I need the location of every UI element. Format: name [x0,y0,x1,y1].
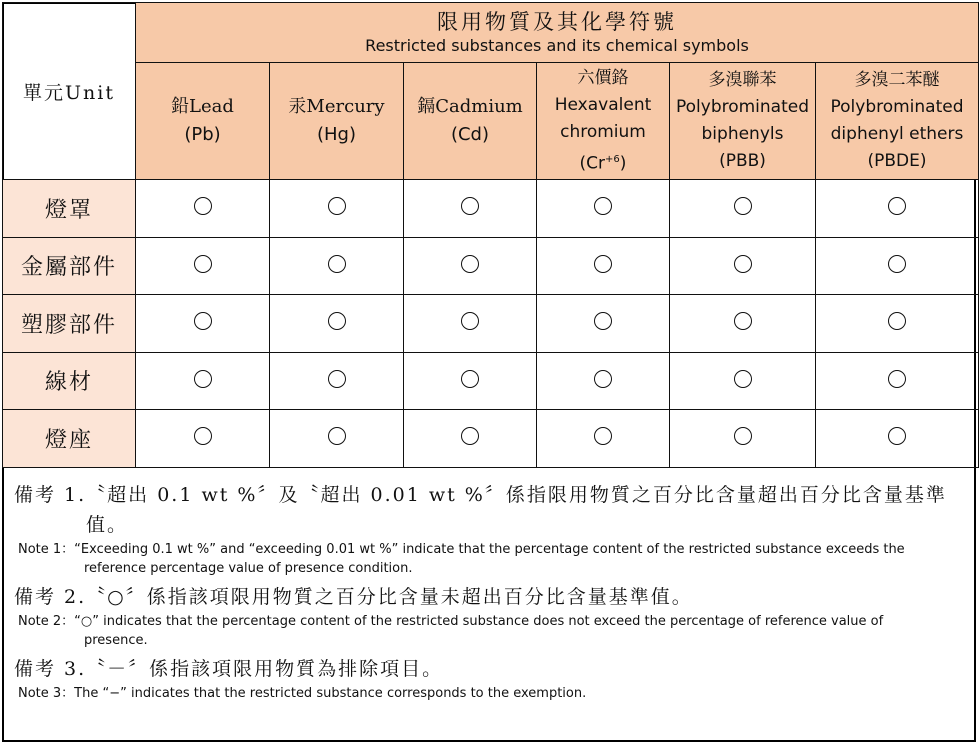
compliance-cell [270,352,404,410]
note-3-en: Note 3：The “−” indicates that the restricted substance corresponds to the exemption. [18,686,587,701]
compliance-cell [816,237,979,295]
compliance-cell [136,295,270,353]
column-header-mercury [270,63,404,180]
compliance-cell [136,180,270,238]
unit-label: 單元Unit [23,81,115,104]
compliance-cell [816,180,979,238]
circle-mark-icon [734,197,752,215]
column-pbde-symbol: (PBDE) [867,151,927,171]
circle-mark-icon [888,312,906,330]
restricted-substances-table [2,2,979,468]
circle-mark-icon [594,370,612,388]
compliance-cell [270,237,404,295]
circle-mark-icon [461,255,479,273]
column-pbb-line2: biphenyls [701,124,784,144]
circle-mark-icon [888,427,906,445]
compliance-cell [404,295,537,353]
note-3-zh: 備考 3.〝－〞係指該項限用物質為排除項目。 [14,658,444,680]
column-header-lead [136,63,270,180]
circle-mark-icon [734,427,752,445]
column-pbde-zh: 多溴二苯醚 [854,70,940,90]
compliance-cell [270,180,404,238]
compliance-cell [670,237,816,295]
column-header-chromium [537,63,670,180]
compliance-cell [270,410,404,468]
column-lead-name: 鉛Lead [171,96,234,117]
note-1-zh: 備考 1.〝超出 0.1 wt %〞及〝超出 0.01 wt %〞係指限用物質之百分比含量超出百分比含量基準 值。 [14,484,947,536]
column-header-cadmium [404,63,537,180]
compliance-cell [670,410,816,468]
compliance-cell [670,180,816,238]
compliance-cell [404,237,537,295]
column-pbb-symbol: (PBB) [719,151,766,171]
circle-mark-icon [328,427,346,445]
circle-mark-icon [194,427,212,445]
column-pbb-zh: 多溴聯苯 [708,70,777,90]
circle-mark-icon [328,370,346,388]
compliance-cell [816,410,979,468]
table-row [3,352,979,410]
table-title-cell [136,3,979,63]
circle-mark-icon [461,427,479,445]
column-mercury-name: 汞Mercury [288,96,385,117]
compliance-cell [404,180,537,238]
compliance-cell [537,237,670,295]
circle-mark-icon [734,370,752,388]
compliance-cell [136,352,270,410]
table-row [3,237,979,295]
row-label: 燈座 [3,410,136,468]
row-label: 線材 [3,352,136,410]
column-header-pbde [816,63,979,180]
table-row [3,295,979,353]
circle-mark-icon [594,255,612,273]
compliance-cell [404,352,537,410]
compliance-cell [537,295,670,353]
column-chromium-zh: 六價鉻 [577,67,629,88]
compliance-cell [404,410,537,468]
table-title-zh: 限用物質及其化學符號 [437,9,677,34]
column-chromium-line2: chromium [560,121,646,142]
circle-mark-icon [888,370,906,388]
circle-mark-icon [594,427,612,445]
column-pbb-line1: Polybrominated [675,97,810,117]
circle-mark-icon [328,197,346,215]
column-chromium-symbol: $(Cr^{+6})$ [579,153,627,174]
column-cadmium-symbol: (Cd) [450,124,490,145]
circle-mark-icon [328,312,346,330]
column-pbde-line2: diphenyl ethers [830,124,964,144]
unit-header-cell [3,3,136,180]
row-label: 塑膠部件 [3,295,136,353]
circle-mark-icon [734,312,752,330]
table-title-en: Restricted substances and its chemical symbols [365,35,749,55]
column-cadmium-name: 鎘Cadmium [417,96,523,117]
circle-mark-icon [194,312,212,330]
column-chromium-line1: Hexavalent [554,94,652,115]
compliance-cell [816,295,979,353]
circle-mark-icon [194,197,212,215]
compliance-cell [136,237,270,295]
notes-section [14,480,964,707]
circle-mark-icon [888,255,906,273]
circle-mark-icon [594,312,612,330]
compliance-cell [670,295,816,353]
column-header-pbb [670,63,816,180]
circle-mark-icon [461,370,479,388]
circle-mark-icon [461,312,479,330]
compliance-cell [136,410,270,468]
note-2-en: Note 2：“○” indicates that the percentage content of the restricted substance does not exceed the percentage of reference value of presence. [18,614,884,648]
compliance-cell [816,352,979,410]
column-mercury-symbol: (Hg) [316,124,356,145]
compliance-cell [537,352,670,410]
row-label: 金屬部件 [3,237,136,295]
compliance-cell [670,352,816,410]
circle-mark-icon [461,197,479,215]
circle-mark-icon [194,370,212,388]
table-row [3,180,979,238]
table-row [3,410,979,468]
compliance-cell [270,295,404,353]
compliance-cell [537,180,670,238]
column-lead-symbol: (Pb) [184,124,221,145]
circle-mark-icon [328,255,346,273]
circle-mark-icon [734,255,752,273]
compliance-cell [537,410,670,468]
row-label: 燈罩 [3,180,136,238]
note-1-en: Note 1：“Exceeding 0.1 wt %” and “exceeding 0.01 wt %” indicate that the percentage content of the restricted substance exceeds the reference percentage value of presence condition. [18,542,905,576]
circle-mark-icon [194,255,212,273]
circle-mark-icon [594,197,612,215]
note-2-zh: 備考 2.〝○〞係指該項限用物質之百分比含量未超出百分比含量基準值。 [14,586,693,608]
column-pbde-line1: Polybrominated [830,97,964,117]
circle-mark-icon [888,197,906,215]
